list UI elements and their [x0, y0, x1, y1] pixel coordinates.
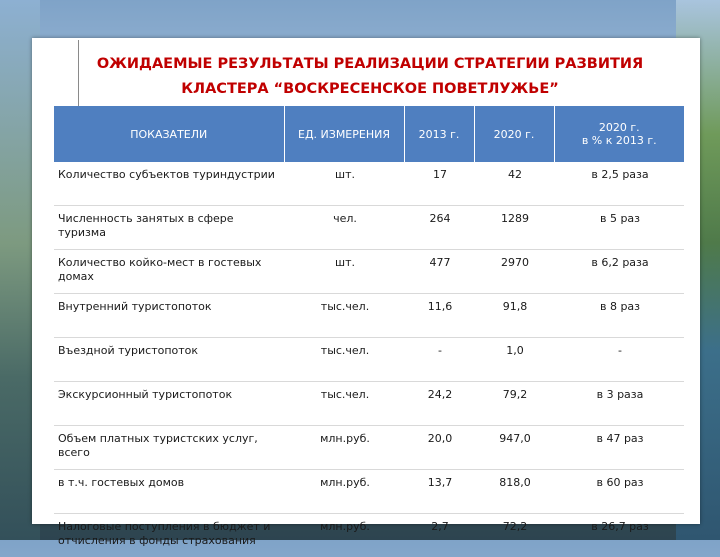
cell-change: в 3 раза [554, 382, 684, 426]
table-row [54, 294, 684, 338]
cell-indicator: Въездной туристопоток [54, 338, 284, 382]
header-2020-pct-line2: в % к 2013 г. [559, 134, 681, 147]
table-row [54, 426, 684, 470]
cell-unit: шт. [284, 250, 404, 294]
cell-unit: млн.руб. [284, 470, 404, 514]
cell-value-2013: - [404, 338, 474, 382]
cell-value-2020: 2970 [474, 250, 554, 294]
cell-indicator: Экскурсионный туристопоток [54, 382, 284, 426]
cell-value-2020: 1,0 [474, 338, 554, 382]
header-2020-pct-line1: 2020 г. [559, 121, 681, 134]
table-row [54, 514, 684, 557]
cell-value-2013: 17 [404, 162, 474, 206]
cell-unit: тыс.чел. [284, 338, 404, 382]
table-header-row [54, 106, 684, 162]
cell-value-2020: 42 [474, 162, 554, 206]
cell-change: - [554, 338, 684, 382]
cell-unit: чел. [284, 206, 404, 250]
cell-value-2013: 13,7 [404, 470, 474, 514]
cell-unit: тыс.чел. [284, 382, 404, 426]
page-title [40, 52, 700, 102]
table-row [54, 470, 684, 514]
table-row [54, 162, 684, 206]
cell-indicator: Количество койко-мест в гостевых домах [54, 250, 284, 294]
table-row [54, 338, 684, 382]
table-body [54, 162, 684, 557]
cell-value-2020: 91,8 [474, 294, 554, 338]
title-line-2: КЛАСТЕРА “ВОСКРЕСЕНСКОЕ ПОВЕТЛУЖЬЕ” [40, 77, 700, 102]
cell-unit: млн.руб. [284, 426, 404, 470]
cell-change: в 60 раз [554, 470, 684, 514]
cell-unit: шт. [284, 162, 404, 206]
cell-value-2013: 264 [404, 206, 474, 250]
cell-value-2020: 818,0 [474, 470, 554, 514]
header-unit: ЕД. ИЗМЕРЕНИЯ [284, 106, 404, 162]
header-2020-pct [554, 106, 684, 162]
cell-value-2020: 1289 [474, 206, 554, 250]
cell-indicator: Количество субъектов туриндустрии [54, 162, 284, 206]
cell-indicator: Численность занятых в сфере туризма [54, 206, 284, 250]
cell-value-2013: 2,7 [404, 514, 474, 557]
cell-change: в 26,7 раз [554, 514, 684, 557]
cell-indicator: Объем платных туристских услуг, всего [54, 426, 284, 470]
results-table-container [54, 106, 684, 557]
title-line-1: ОЖИДАЕМЫЕ РЕЗУЛЬТАТЫ РЕАЛИЗАЦИИ СТРАТЕГИИ РАЗВИТИЯ [40, 52, 700, 77]
cell-value-2013: 20,0 [404, 426, 474, 470]
cell-value-2020: 947,0 [474, 426, 554, 470]
cell-value-2020: 79,2 [474, 382, 554, 426]
cell-indicator: в т.ч. гостевых домов [54, 470, 284, 514]
cell-value-2013: 24,2 [404, 382, 474, 426]
cell-indicator: Внутренний туристопоток [54, 294, 284, 338]
results-table [54, 106, 684, 557]
cell-value-2013: 477 [404, 250, 474, 294]
cell-indicator: Налоговые поступления в бюджет и отчисления в фонды страхования [54, 514, 284, 557]
cell-unit: млн.руб. [284, 514, 404, 557]
cell-change: в 8 раз [554, 294, 684, 338]
table-row [54, 206, 684, 250]
cell-value-2013: 11,6 [404, 294, 474, 338]
header-2013: 2013 г. [404, 106, 474, 162]
header-2020: 2020 г. [474, 106, 554, 162]
cell-unit: тыс.чел. [284, 294, 404, 338]
cell-value-2020: 72,2 [474, 514, 554, 557]
cell-change: в 2,5 раза [554, 162, 684, 206]
table-row [54, 250, 684, 294]
cell-change: в 5 раз [554, 206, 684, 250]
cell-change: в 47 раз [554, 426, 684, 470]
table-row [54, 382, 684, 426]
header-indicators: ПОКАЗАТЕЛИ [54, 106, 284, 162]
cell-change: в 6,2 раза [554, 250, 684, 294]
